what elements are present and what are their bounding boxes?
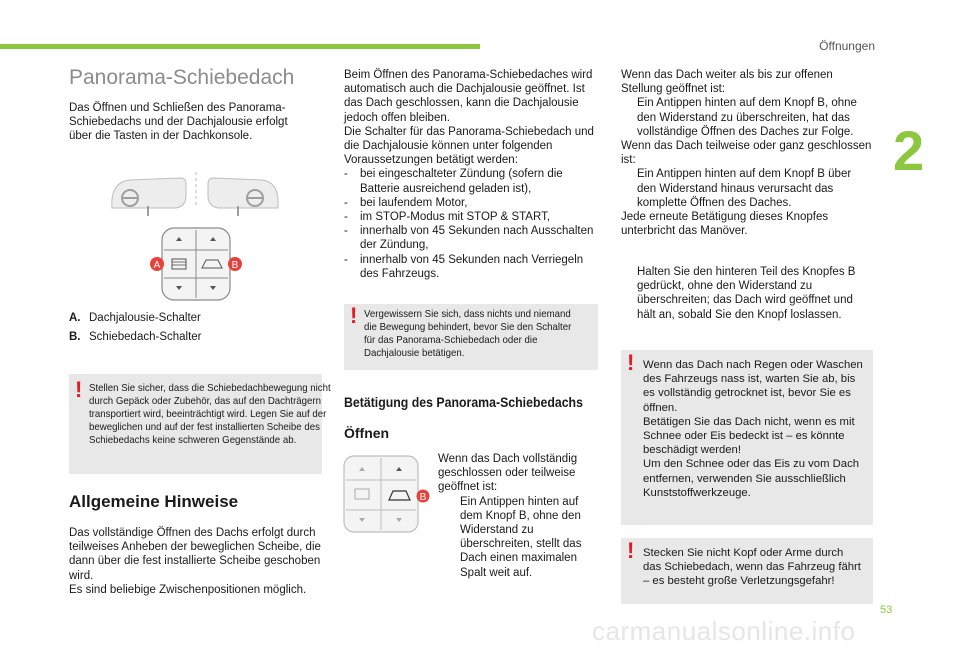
watermark-url: carmanualsonline.info — [592, 616, 856, 646]
warning-box-luggage: ! Stellen Sie sicher, dass die Schiebedachbewegung nicht durch Gepäck oder Zubehör, das auf den Dachträgern transportiert wird, beeinträchtigt wird. Legen Sie auf der beweglichen und auf der fest installierten Scheibe des Schiebedachs keine schweren Gegenstände ab. — [69, 374, 322, 474]
condition-item: - innerhalb von 45 Sekunden nach Ausschalten der Zündung, — [344, 225, 594, 252]
svg-text:A: A — [153, 260, 161, 271]
operation-heading: Betätigung des Panorama-Schiebedachs — [344, 394, 583, 410]
right-lamp-housing — [208, 178, 278, 208]
open-subheading: Öffnen — [344, 425, 390, 441]
general-text: Das vollständige Öffnen des Dachs erfolgt durch teilweises Anheben der beweglichen Scheibe, die dann über die fest installierte Scheibe geschoben wird. Es sind beliebige Zwischenpositionen möglich. — [69, 527, 321, 596]
sunroof-switch-diagram — [340, 452, 430, 537]
accent-bar — [0, 44, 480, 49]
svg-text:B: B — [231, 260, 239, 271]
condition-item: - bei eingeschalteter Zündung (sofern die Batterie ausreichend geladen ist), — [344, 168, 563, 195]
legend-a: A. Dachjalousie-Schalter — [69, 312, 201, 324]
legend-b: B. Schiebedach-Schalter — [69, 331, 202, 343]
warning-icon: ! — [75, 377, 83, 402]
svg-text:B: B — [419, 492, 427, 503]
chapter-number: 2 — [893, 119, 925, 182]
warning-icon: ! — [350, 303, 358, 328]
hold-instructions: Halten Sie den hinteren Teil des Knopfes B gedrückt, ohne den Widerstand zu überschreiten; das Dach wird geöffnet und hält an, sobald Sie den Knopf loslassen. — [637, 266, 856, 321]
page-number: 53 — [880, 604, 893, 616]
open-instructions: Wenn das Dach vollständig geschlossen oder teilweise geöffnet ist: Ein Antippen hinten auf dem Knopf B, ohne den Widerstand zu überschreiten, stellt das Dach einen maximalen Spalt weit auf. — [438, 453, 582, 579]
warning-icon: ! — [627, 350, 635, 375]
condition-item: - bei laufendem Motor, — [344, 196, 468, 209]
column-3-text: Wenn das Dach weiter als bis zur offenen Stellung geöffnet ist: Ein Antippen hinten auf dem Knopf B, ohne den Widerstand zu überschreiten, hat das vollständige Öffnen des Daches zur Folge. Wenn das Dach teilweise oder ganz geschlossen ist: Ein Antippen hinten auf dem Knopf B über den Widerstand hinaus verursacht das komplette Öffnen des Daches. Jede erneute Betätigung dieses Knopfes unterbricht das Manöver. — [621, 69, 872, 238]
column-2-text: Beim Öffnen des Panorama-Schiebedaches wird automatisch auch die Dachjalousie geöffnet. Ist das Dach geschlossen, kann die Dachjalousie jedoch offen bleiben. Die Schalter für das Panorama-Schiebedach und die Dachjalousie können unter folgenden Voraussetzungen betätigt werden: - bei eingeschalteter Zündung (sofern die Batterie ausreichend geladen ist), - bei laufendem Motor, - im STOP-Modus mit STOP & START, - innerhalb von 45 Sekunden nach Ausschalten der Zündung, - innerhalb von 45 Sekunden nach Verriegeln des Fahrzeugs. — [344, 68, 604, 281]
condition-item: - innerhalb von 45 Sekunden nach Verriegeln des Fahrzeugs. — [344, 253, 584, 280]
warning-box-rain-snow: ! Wenn das Dach nach Regen oder Waschen des Fahrzeugs nass ist, warten Sie ab, bis es vollständig getrocknet ist, bevor Sie es öffnen. Betätigen Sie das Dach nicht, wenn es mit Schnee oder Eis bedeckt ist – es könnte beschädigt werden! Um den Schnee oder das Eis zu vom Dach entfernen, verwenden Sie ausschließlich Kunststoffwerkzeuge. — [621, 350, 873, 525]
page-title: Panorama-Schiebedach — [69, 66, 295, 89]
intro-paragraph: Das Öffnen und Schließen des Panorama-Schiebedachs und der Dachjalousie erfolgt über die Tasten in der Dachkonsole. — [69, 102, 288, 143]
intro-text — [69, 101, 309, 144]
roof-console-diagram — [100, 170, 290, 305]
general-heading: Allgemeine Hinweise — [69, 492, 239, 511]
warning-box-head-arms: ! Stecken Sie nicht Kopf oder Arme durch das Schiebedach, wenn das Fahrzeug fährt – es besteht große Verletzungsgefahr! — [621, 538, 873, 604]
section-label: Öffnungen — [819, 39, 875, 53]
warning-box-obstruction: ! Vergewissern Sie sich, dass nichts und niemand die Bewegung behindert, bevor Sie den Schalter für das Panorama-Schiebedach oder die Dachjalousie betätigen. — [344, 304, 598, 370]
condition-item: - im STOP-Modus mit STOP & START, — [344, 211, 551, 224]
warning-icon: ! — [627, 538, 635, 563]
